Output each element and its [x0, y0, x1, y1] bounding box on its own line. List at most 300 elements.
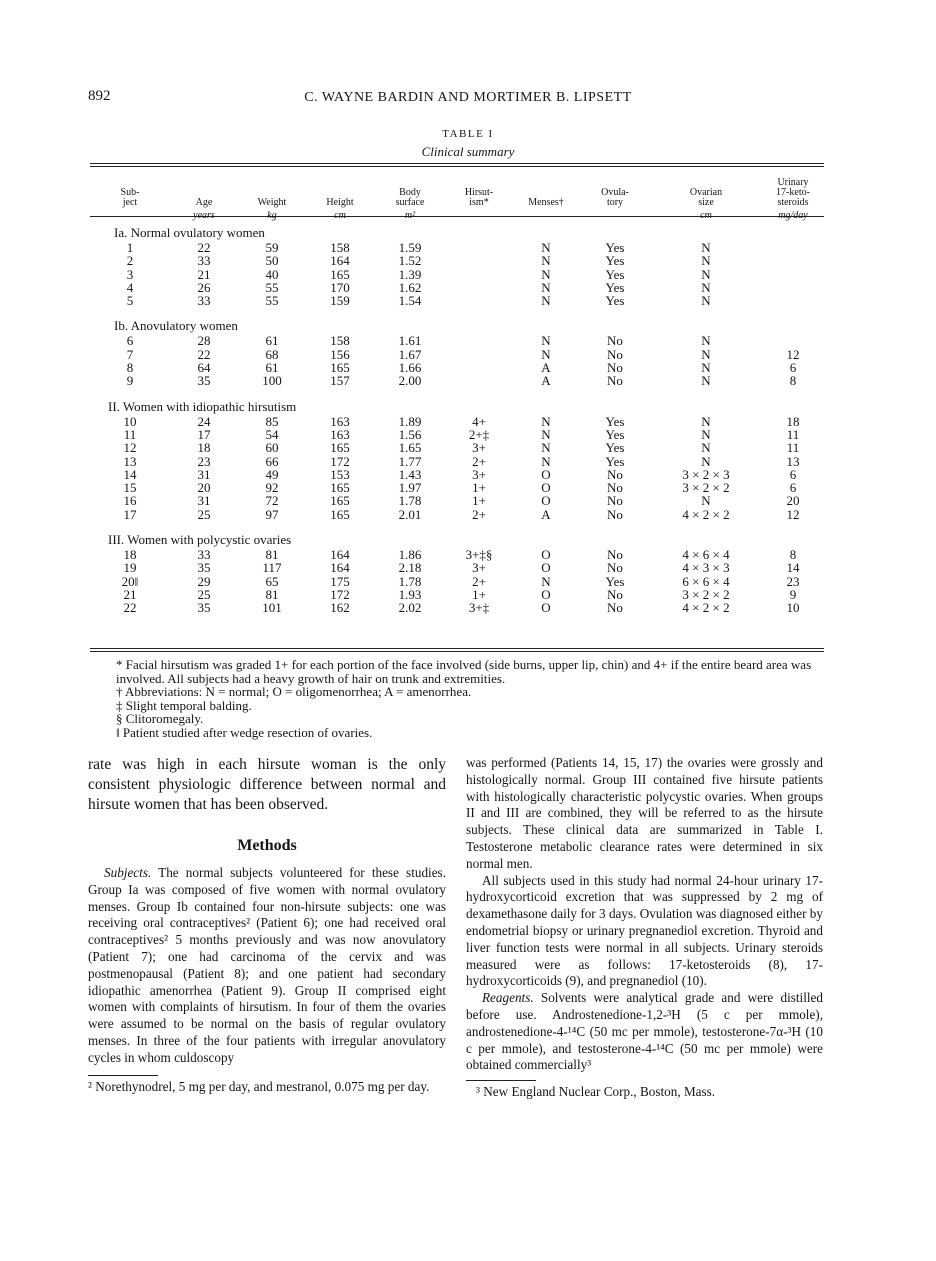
table-cell: 25	[197, 506, 211, 522]
table-cell: 1+	[472, 586, 486, 602]
table-cell: 164	[330, 560, 350, 576]
table-cell: N	[541, 279, 551, 295]
group-title-row	[90, 224, 824, 241]
table-row	[90, 241, 824, 254]
table-cell: Yes	[605, 253, 625, 269]
table-cell	[762, 294, 824, 307]
table-row	[90, 268, 824, 281]
table-cell	[446, 348, 512, 361]
table-cell: 117	[262, 560, 282, 576]
table-cell: No	[607, 373, 623, 389]
table-cell: 81	[265, 586, 279, 602]
table-cell: 3	[126, 266, 134, 282]
table-cell: 4 × 2 × 2	[682, 506, 730, 522]
group-title: III. Women with polycystic ovaries	[108, 532, 292, 548]
table-cell: N	[701, 279, 711, 295]
table-cell: 59	[265, 240, 279, 255]
table-row	[90, 601, 824, 614]
table-units-row	[90, 208, 824, 224]
table-cell: 2+	[472, 573, 486, 589]
table-top-rule-2	[90, 166, 824, 167]
table-cell: 7	[126, 346, 134, 362]
table-cell	[446, 281, 512, 294]
unit-cell: kg	[267, 210, 277, 221]
unit-cell: cm	[700, 210, 712, 221]
table-cell: 100	[262, 373, 282, 389]
table-cell: 1.67	[398, 346, 422, 362]
table-cell: 3+	[472, 466, 486, 482]
group-spacer	[90, 521, 824, 531]
table-caption: Clinical summary	[421, 144, 515, 159]
table-cell: 175	[330, 573, 350, 589]
table-cell: 1.56	[398, 426, 422, 442]
table-cell: 9	[126, 373, 134, 389]
table-cell: 2+‡	[468, 426, 490, 442]
table-cell: 163	[330, 426, 350, 442]
table-cell: 163	[330, 413, 350, 429]
table-cell: No	[607, 346, 623, 362]
table-cell: 153	[330, 466, 350, 482]
table-cell: 159	[330, 293, 350, 309]
table-cell: 3+‡§	[465, 547, 493, 563]
intro-paragraph: rate was high in each hirsute woman is the only consistent physiologic difference between normal and hirsute women that has been observed.	[88, 756, 446, 813]
table-cell: 85	[265, 413, 279, 429]
table-cell: O	[541, 547, 551, 563]
column-header: Hirsut- ism*	[464, 187, 494, 208]
methods-heading: Methods	[237, 837, 297, 854]
subjects-text: The normal subjects volunteered for these studies. Group Ia was composed of five women with normal ovulatory menses. Group Ib contained four non-hirsute subjects: one was receiving oral contraceptives² (Patient 6); one had received oral contraceptives² 5 months previously and was now anovulatory (Patient 7); one had carcinoma of the cervix and was postmenopausal (Patient 8); and one patient had secondary idiopathic amenorrhea (Patient 9). Group II comprised eight women with complaints of hirsutism. In four of them the ovaries were assumed to be normal on the basis of regular ovulatory menses. In three of the four patients with irregular anovulatory cycles in whom culdoscopy	[88, 865, 446, 1065]
table-cell: N	[701, 346, 711, 362]
table-row	[90, 441, 824, 454]
table-cell: 13	[786, 453, 800, 469]
table-row	[90, 548, 824, 561]
table-cell: N	[541, 253, 551, 269]
table-cell: 8	[126, 360, 134, 376]
group-title-row	[90, 531, 824, 548]
table-cell: 35	[197, 560, 211, 576]
table-cell: 17	[197, 426, 211, 442]
table-cell: 1.78	[398, 493, 422, 509]
table-cell: 23	[197, 453, 211, 469]
table-cell: 12	[123, 440, 137, 456]
table-cell: O	[541, 586, 551, 602]
column-header: Weight	[257, 197, 287, 208]
table-cell: 17	[123, 506, 137, 522]
table-cell: 4 × 3 × 3	[682, 560, 730, 576]
running-head: C. WAYNE BARDIN AND MORTIMER B. LIPSETT	[304, 90, 632, 105]
table-row	[90, 455, 824, 468]
table-cell: 4 × 6 × 4	[682, 547, 730, 563]
right-paragraph-2: All subjects used in this study had normal 24-hour urinary 17-hydroxycorticoid excretion that was suppressed by 2 mg of dexamethasone daily for 3 days. Ovulation was diagnosed either by endometrial biopsy or urinary pregnanediol excretion. Thyroid and liver function tests were normal in all subjects. Urinary steroids measured were as follows: 17-ketosteroids (8), 17-hydroxycorticoids (9), and pregnanediol (10).	[466, 872, 823, 989]
table-cell: 64	[197, 360, 211, 376]
table-cell: 35	[197, 600, 211, 616]
table-row	[90, 481, 824, 494]
table-cell: 2+	[472, 506, 486, 522]
table-cell: 3 × 2 × 2	[682, 586, 730, 602]
table-cell: 165	[330, 493, 350, 509]
table-cell: 2.02	[398, 600, 422, 616]
table-header-row	[90, 178, 824, 208]
table-cell	[762, 281, 824, 294]
table-cell: 97	[265, 506, 279, 522]
table-cell: 165	[330, 506, 350, 522]
table-cell: 4	[126, 279, 134, 295]
table-cell: No	[607, 480, 623, 496]
table-cell	[446, 254, 512, 267]
table-cell: N	[541, 413, 551, 429]
table-cell: N	[701, 413, 711, 429]
table-footnotes	[116, 658, 828, 739]
footnote-rule	[88, 1075, 158, 1076]
table-cell: 33	[197, 293, 211, 309]
table-cell: 49	[265, 466, 279, 482]
table-cell: Yes	[605, 279, 625, 295]
table-cell: 72	[265, 493, 279, 509]
subjects-label: Subjects.	[104, 865, 152, 880]
table-cell: 165	[330, 480, 350, 496]
table-cell: N	[701, 360, 711, 376]
table-cell: 60	[265, 440, 279, 456]
table-cell: 1.89	[398, 413, 422, 429]
table-cell: 158	[330, 333, 350, 349]
group-title: Ib. Anovulatory women	[114, 318, 238, 334]
table-cell: 5	[126, 293, 134, 309]
subjects-paragraph	[88, 865, 446, 1067]
table-label: TABLE I	[442, 128, 494, 140]
table-cell: 20	[197, 480, 211, 496]
table-cell: 15	[123, 480, 137, 496]
table-top-rule	[90, 163, 824, 164]
table-cell: 8	[789, 547, 797, 563]
right-column	[466, 755, 823, 1101]
table-cell: 55	[265, 293, 279, 309]
table-cell: No	[607, 333, 623, 349]
footnote-rule-right	[466, 1080, 536, 1081]
table-cell: N	[541, 573, 551, 589]
table-cell: Yes	[605, 413, 625, 429]
table-cell: 1.43	[398, 466, 422, 482]
table-cell: 31	[197, 493, 211, 509]
table-row	[90, 281, 824, 294]
table-cell: 4+	[472, 413, 486, 429]
table-cell: Yes	[605, 573, 625, 589]
table-cell: 21	[123, 586, 137, 602]
table-cell	[446, 334, 512, 347]
table-cell: N	[701, 440, 711, 456]
table-row	[90, 254, 824, 267]
table-cell: 9	[789, 586, 797, 602]
table-cell: O	[541, 560, 551, 576]
table-cell: 3 × 2 × 2	[682, 480, 730, 496]
table-cell: No	[607, 360, 623, 376]
table-cell: 18	[786, 413, 800, 429]
table-cell: N	[701, 493, 711, 509]
table-cell: No	[607, 506, 623, 522]
unit-cell: mg/day	[778, 210, 808, 221]
table-row	[90, 294, 824, 307]
table-cell: No	[607, 560, 623, 576]
group-title-row	[90, 398, 824, 415]
column-header: Body surface	[395, 187, 425, 208]
table-cell	[446, 268, 512, 281]
table-cell: 165	[330, 360, 350, 376]
unit-cell: years	[193, 210, 215, 221]
footnote-3: ³ New England Nuclear Corp., Boston, Mass.	[476, 1084, 716, 1100]
table-cell: A	[541, 506, 551, 522]
group-title-row	[90, 317, 824, 334]
table-cell: N	[541, 453, 551, 469]
table-cell: 25	[197, 586, 211, 602]
table-cell: 14	[123, 466, 137, 482]
table-cell: No	[607, 600, 623, 616]
table-cell: 54	[265, 426, 279, 442]
table-cell: O	[541, 493, 551, 509]
table-cell: N	[541, 240, 551, 255]
table-cell: 16	[123, 493, 137, 509]
table-cell: No	[607, 466, 623, 482]
table-cell: 6	[789, 360, 797, 376]
group-title: Ia. Normal ovulatory women	[114, 225, 265, 240]
table-cell: 18	[123, 547, 137, 563]
table-cell: 40	[265, 266, 279, 282]
table-cell: Yes	[605, 293, 625, 309]
unit-cell	[446, 208, 512, 224]
table-cell: No	[607, 493, 623, 509]
table-cell: 50	[265, 253, 279, 269]
table-cell: 13	[123, 453, 137, 469]
table-cell: 1+	[472, 493, 486, 509]
table-cell: N	[541, 333, 551, 349]
page-header	[88, 88, 848, 110]
footnote-clitoromegaly: § Clitoromegaly.	[116, 711, 204, 726]
clinical-summary-table	[90, 178, 824, 615]
table-cell: N	[701, 453, 711, 469]
table-cell: 6	[789, 480, 797, 496]
table-cell: 1.77	[398, 453, 422, 469]
table-cell: N	[701, 373, 711, 389]
table-cell: 22	[123, 600, 137, 616]
table-cell: 20	[786, 493, 800, 509]
table-cell: Yes	[605, 266, 625, 282]
table-cell: 6	[789, 466, 797, 482]
left-column	[88, 755, 446, 1095]
table-row	[90, 494, 824, 507]
table-cell: N	[701, 266, 711, 282]
table-cell: 1.78	[398, 573, 422, 589]
table-cell: 20‖	[121, 573, 139, 589]
unit-cell	[580, 208, 650, 224]
table-cell: O	[541, 600, 551, 616]
table-cell: 24	[197, 413, 211, 429]
table-cell: 158	[330, 240, 350, 255]
table-cell: 162	[330, 600, 350, 616]
table-cell: 18	[197, 440, 211, 456]
table-cell: N	[701, 293, 711, 309]
table-cell: 66	[265, 453, 279, 469]
table-cell: 1.66	[398, 360, 422, 376]
table-cell: 6	[126, 333, 134, 349]
table-cell	[762, 334, 824, 347]
column-header: Sub- ject	[120, 187, 140, 208]
table-cell: N	[701, 426, 711, 442]
table-cell: 81	[265, 547, 279, 563]
table-bottom-rule-2	[90, 651, 824, 652]
table-cell: 165	[330, 266, 350, 282]
table-cell: 55	[265, 279, 279, 295]
column-header: Ovula- tory	[601, 187, 629, 208]
footnote-abbreviations: † Abbreviations: N = normal; O = oligomenorrhea; A = amenorrhea.	[116, 684, 472, 699]
group-spacer	[90, 307, 824, 317]
table-cell: 22	[197, 346, 211, 362]
table-cell: N	[541, 293, 551, 309]
table-cell: 3+	[472, 440, 486, 456]
table-cell: N	[701, 333, 711, 349]
unit-cell	[90, 208, 170, 224]
table-cell: 8	[789, 373, 797, 389]
table-cell: 164	[330, 547, 350, 563]
table-cell: 1.61	[398, 333, 422, 349]
table-cell: 1.93	[398, 586, 422, 602]
table-cell: N	[701, 253, 711, 269]
table-row	[90, 374, 824, 387]
table-cell: 157	[330, 373, 350, 389]
table-cell	[446, 374, 512, 387]
table-cell: A	[541, 360, 551, 376]
table-cell: 6 × 6 × 4	[682, 573, 730, 589]
table-cell: 1.54	[398, 293, 422, 309]
table-cell: 1.97	[398, 480, 422, 496]
table-bottom-rule	[90, 648, 824, 649]
table-cell: 33	[197, 253, 211, 269]
table-cell: 156	[330, 346, 350, 362]
table-cell: 164	[330, 253, 350, 269]
right-paragraph-1: was performed (Patients 14, 15, 17) the ovaries were grossly and histologically normal. Group III contained five hirsute patients with histologically characteristic polycystic ovaries. When groups II and III are combined, they will be referred to as the hirsute subjects. These clinical data are summarized in Table I. Testosterone metabolic clearance rates were determined in six normal men.	[466, 755, 823, 871]
table-cell	[446, 361, 512, 374]
table-cell: 92	[265, 480, 279, 496]
unit-cell: cm	[334, 210, 346, 221]
table-cell: O	[541, 480, 551, 496]
table-cell: 2+	[472, 453, 486, 469]
table-cell: A	[541, 373, 551, 389]
table-row	[90, 334, 824, 347]
table-cell: 101	[262, 600, 282, 616]
table-cell: 4 × 2 × 2	[682, 600, 730, 616]
table-row	[90, 468, 824, 481]
table-cell: 12	[786, 506, 800, 522]
table-cell: 2.18	[398, 560, 422, 576]
table-cell: 68	[265, 346, 279, 362]
table-cell	[762, 268, 824, 281]
group-title: II. Women with idiopathic hirsutism	[108, 398, 297, 414]
table-cell: 35	[197, 373, 211, 389]
table-cell: 1.62	[398, 279, 422, 295]
table-cell: N	[701, 240, 711, 255]
table-cell: 3+‡	[468, 600, 490, 616]
table-cell: 31	[197, 466, 211, 482]
table-row	[90, 348, 824, 361]
table-cell	[446, 241, 512, 254]
table-cell: N	[541, 266, 551, 282]
page-number: 892	[88, 88, 111, 104]
column-header: Height	[326, 197, 354, 208]
table-cell: 29	[197, 573, 211, 589]
table-cell: No	[607, 547, 623, 563]
table-cell	[446, 294, 512, 307]
table-cell: 1+	[472, 480, 486, 496]
footnote-wedge-resection: ‖ Patient studied after wedge resection of ovaries.	[116, 724, 373, 740]
unit-cell	[512, 208, 580, 224]
table-cell: N	[541, 426, 551, 442]
table-cell: 3 × 2 × 3	[682, 466, 730, 482]
table-cell: 22	[197, 240, 211, 255]
column-header: Age	[195, 197, 213, 208]
unit-cell: m²	[404, 210, 416, 221]
table-cell: 1	[126, 240, 134, 255]
table-cell: 1.65	[398, 440, 422, 456]
table-cell: 1.52	[398, 253, 422, 269]
table-cell: 11	[786, 440, 800, 456]
footnote-hirsutism: * Facial hirsutism was graded 1+ for each portion of the face involved (side burns, upper lip, chin) and 4+ if the entire beard area was involved. All subjects had a heavy growth of hair on trunk and extremities.	[116, 657, 812, 686]
table-cell: 11	[123, 426, 137, 442]
table-cell: 21	[197, 266, 211, 282]
table-cell: 1.39	[398, 266, 422, 282]
table-cell: 33	[197, 547, 211, 563]
table-row	[90, 415, 824, 428]
table-row	[90, 588, 824, 601]
reagents-label: Reagents.	[482, 990, 534, 1006]
table-cell: 11	[786, 426, 800, 442]
table-cell: 172	[330, 453, 350, 469]
table-cell: 14	[786, 560, 800, 576]
table-cell: 61	[265, 333, 279, 349]
table-cell: 23	[786, 573, 800, 589]
table-cell: 2.01	[398, 506, 422, 522]
table-cell: Yes	[605, 453, 625, 469]
footnote-balding: ‡ Slight temporal balding.	[116, 697, 252, 713]
table-cell: 1.86	[398, 547, 422, 563]
table-cell: 65	[265, 573, 279, 589]
footnote-2: ² Norethynodrel, 5 mg per day, and mestranol, 0.075 mg per day.	[88, 1078, 430, 1094]
table-cell: 1.59	[398, 240, 422, 255]
table-cell: Yes	[605, 426, 625, 442]
column-header: Urinary 17-keto- steroids	[776, 177, 810, 208]
table-row	[90, 561, 824, 574]
table-cell	[762, 241, 824, 254]
table-cell: 172	[330, 586, 350, 602]
table-cell: 165	[330, 440, 350, 456]
table-cell: 170	[330, 279, 350, 295]
column-header: Menses†	[528, 197, 564, 208]
table-cell: Yes	[605, 240, 625, 255]
table-row	[90, 575, 824, 588]
table-cell: 2	[126, 253, 134, 269]
table-cell: No	[607, 586, 623, 602]
reagents-text: Solvents were analytical grade and were distilled before use. Androstenedione-1,2-³H (5 c per mmole), androstenedione-4-¹⁴C (50 mc per mmole), testosterone-7α-³H (10 c per mmole), and testosterone-4-¹⁴C (50 mc per mmole) were obtained commercially³	[466, 990, 823, 1073]
table-cell: 10	[786, 600, 800, 616]
reagents-paragraph	[466, 990, 823, 1074]
column-header: Ovarian size	[689, 187, 723, 208]
table-cell: 19	[123, 560, 137, 576]
table-cell: 61	[265, 360, 279, 376]
table-cell: O	[541, 466, 551, 482]
table-cell: 12	[786, 346, 800, 362]
table-cell: 3+	[472, 560, 486, 576]
table-cell: 2.00	[398, 373, 422, 389]
table-cell: N	[541, 346, 551, 362]
table-cell: 10	[123, 413, 137, 429]
table-row	[90, 508, 824, 521]
table-cell: Yes	[605, 440, 625, 456]
